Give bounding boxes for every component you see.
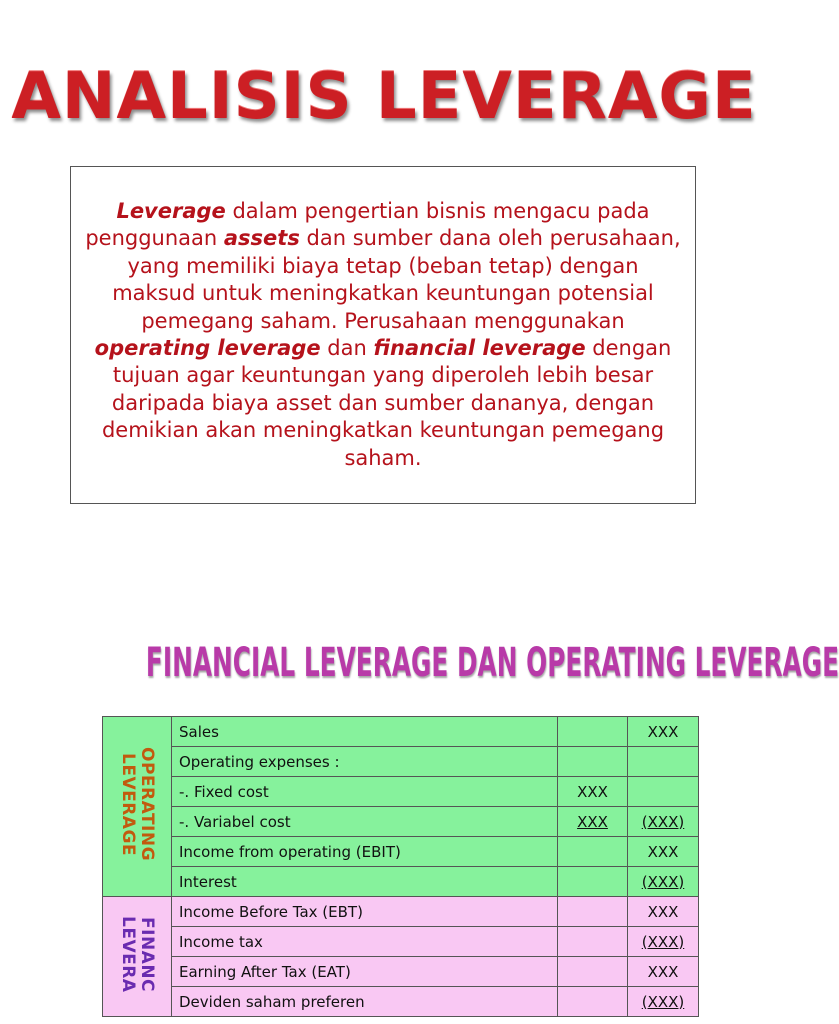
row-label: -. Variabel cost [172,807,558,837]
row-value-1 [558,867,628,897]
row-value-2: XXX [628,957,699,987]
term-operating-leverage: operating leverage [94,336,321,360]
row-label: Earning After Tax (EAT) [172,957,558,987]
row-value-1 [558,717,628,747]
table-row [103,897,699,927]
row-value-2 [628,777,699,807]
row-value-2: XXX [628,717,699,747]
table-row [103,927,699,957]
table-row [103,867,699,897]
row-value-2: XXX [628,837,699,867]
section-subtitle: FINANCIAL LEVERAGE DAN OPERATING LEVERAGE [145,640,839,686]
row-value-2: XXX [628,897,699,927]
row-label: -. Fixed cost [172,777,558,807]
leverage-table [102,716,699,1017]
row-label: Income from operating (EBIT) [172,837,558,867]
table-row [103,957,699,987]
row-label: Income tax [172,927,558,957]
operating-label-line2: LEVERAGE [118,752,138,857]
row-value-1 [558,987,628,1017]
row-value-1 [558,837,628,867]
row-value-2: (XXX) [641,812,685,831]
table-row [103,807,699,837]
definition-box [70,166,696,504]
definition-text [71,198,695,472]
page-title: ANALISIS LEVERAGE [11,60,757,134]
definition-text-part: dan sumber dana oleh perusahaan, yang memiliki biaya tetap (beban tetap) dengan maksud untuk meningkatkan keuntungan potensial pemegang saham. Perusahaan menggunakan [112,226,681,333]
operating-leverage-label [103,717,172,897]
table-row [103,777,699,807]
row-label: Operating expenses : [172,747,558,777]
row-value-2: (XXX) [641,872,685,891]
financial-leverage-label [103,897,172,1017]
row-value-1: XXX [558,777,628,807]
financial-label-line2: LEVERA [118,916,138,993]
operating-label-line1: OPERATING [137,747,157,862]
definition-text-part: dalam pengertian bisnis mengacu pada penggunaan [85,198,650,251]
row-value-2: (XXX) [641,932,685,951]
definition-text-part: dengan tujuan agar keuntungan yang diperoleh lebih besar daripada biaya asset dan sumber dananya, dengan demikian akan meningkatkan keuntungan pemegang saham. [101,336,672,470]
table-row [103,987,699,1017]
row-value-1 [558,897,628,927]
row-label: Deviden saham preferen [172,987,558,1017]
table-row [103,747,699,777]
term-leverage: Leverage [116,198,226,223]
row-value-1 [558,957,628,987]
row-value-2: (XXX) [641,992,685,1011]
row-label: Income Before Tax (EBT) [172,897,558,927]
definition-text-part: dan [320,336,374,360]
row-label: Interest [172,867,558,897]
term-assets: assets [223,226,300,251]
row-value-1 [558,747,628,777]
row-value-2 [628,747,699,777]
table-row [103,717,699,747]
table-row [103,837,699,867]
term-financial-leverage: financial leverage [373,336,586,360]
financial-label-line1: FINANC [137,916,157,993]
row-label: Sales [172,717,558,747]
row-value-1 [558,927,628,957]
row-value-1: XXX [577,812,608,831]
